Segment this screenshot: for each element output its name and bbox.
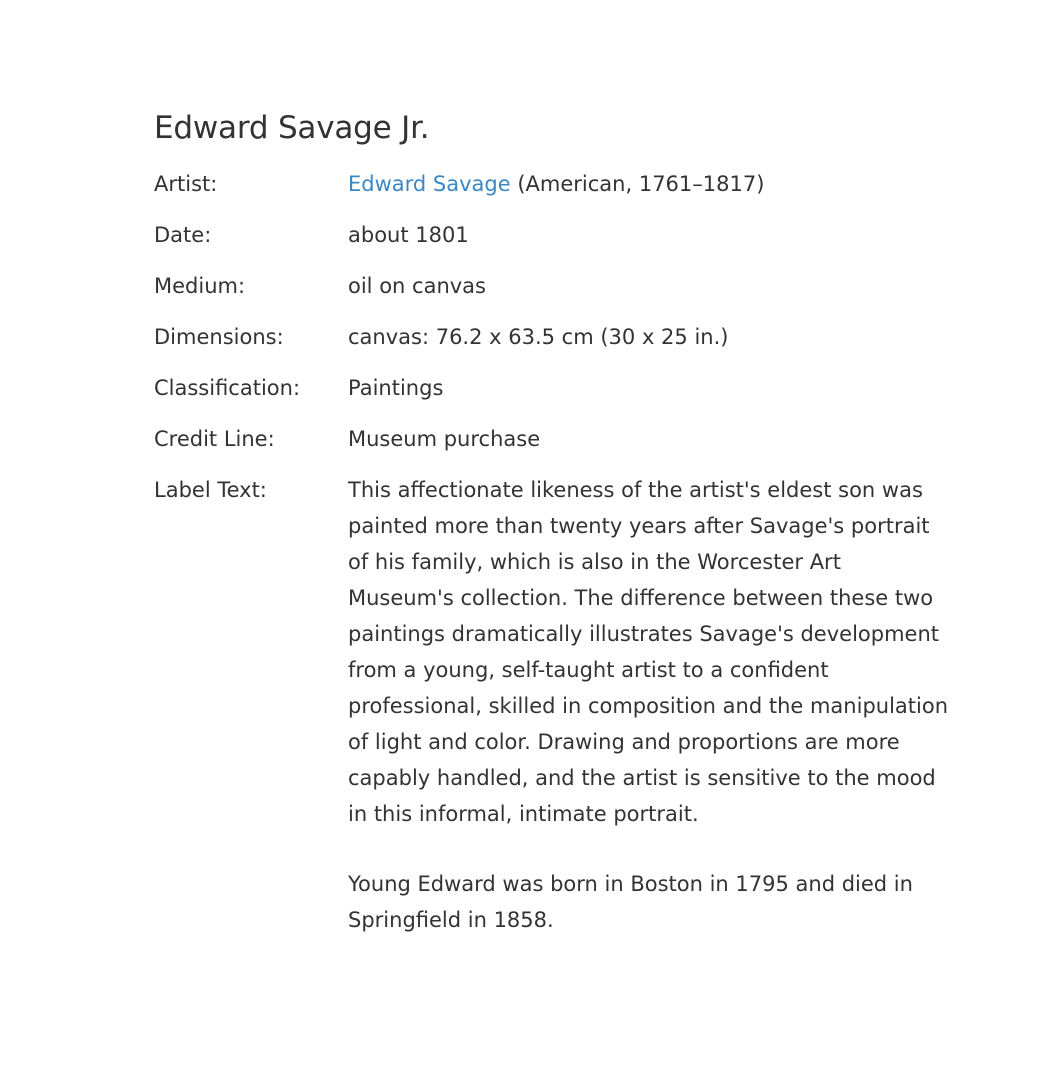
date-row [154,217,954,253]
label-text-label: Label Text: [154,478,267,502]
classification-row [154,370,954,406]
object-title: Edward Savage Jr. [154,110,430,146]
label-text-value [348,472,948,938]
dimensions-value: canvas: 76.2 x 63.5 cm (30 x 25 in.) [348,325,729,349]
object-record [154,106,954,953]
dimensions-row [154,319,954,355]
date-label: Date: [154,223,212,247]
artist-link[interactable]: Edward Savage [348,172,511,196]
label-text-row [154,472,954,938]
label-text-paragraph: Young Edward was born in Boston in 1795 and died in Springfield in 1858. [348,872,913,932]
credit-line-label: Credit Line: [154,427,275,451]
medium-label: Medium: [154,274,246,298]
artist-row [154,166,954,202]
medium-value: oil on canvas [348,274,486,298]
dimensions-label: Dimensions: [154,325,284,349]
artist-value [348,166,948,202]
credit-line-row [154,421,954,457]
medium-row [154,268,954,304]
credit-line-value: Museum purchase [348,427,541,451]
date-value: about 1801 [348,223,469,247]
artist-detail: (American, 1761–1817) [517,172,765,196]
label-text-paragraph: This affectionate likeness of the artist's eldest son was painted more than twenty years after Savage's portrait of his family, which is also in the Worcester Art Museum's collection. The difference between these two paintings dramatically illustrates Savage's development from a young, self-taught artist to a confident professional, skilled in composition and the manipulation of light and color. Drawing and proportions are more capably handled, and the artist is sensitive to the mood in this informal, intimate portrait. [348,478,949,826]
classification-value: Paintings [348,376,444,400]
classification-label: Classification: [154,376,301,400]
artist-label: Artist: [154,172,218,196]
